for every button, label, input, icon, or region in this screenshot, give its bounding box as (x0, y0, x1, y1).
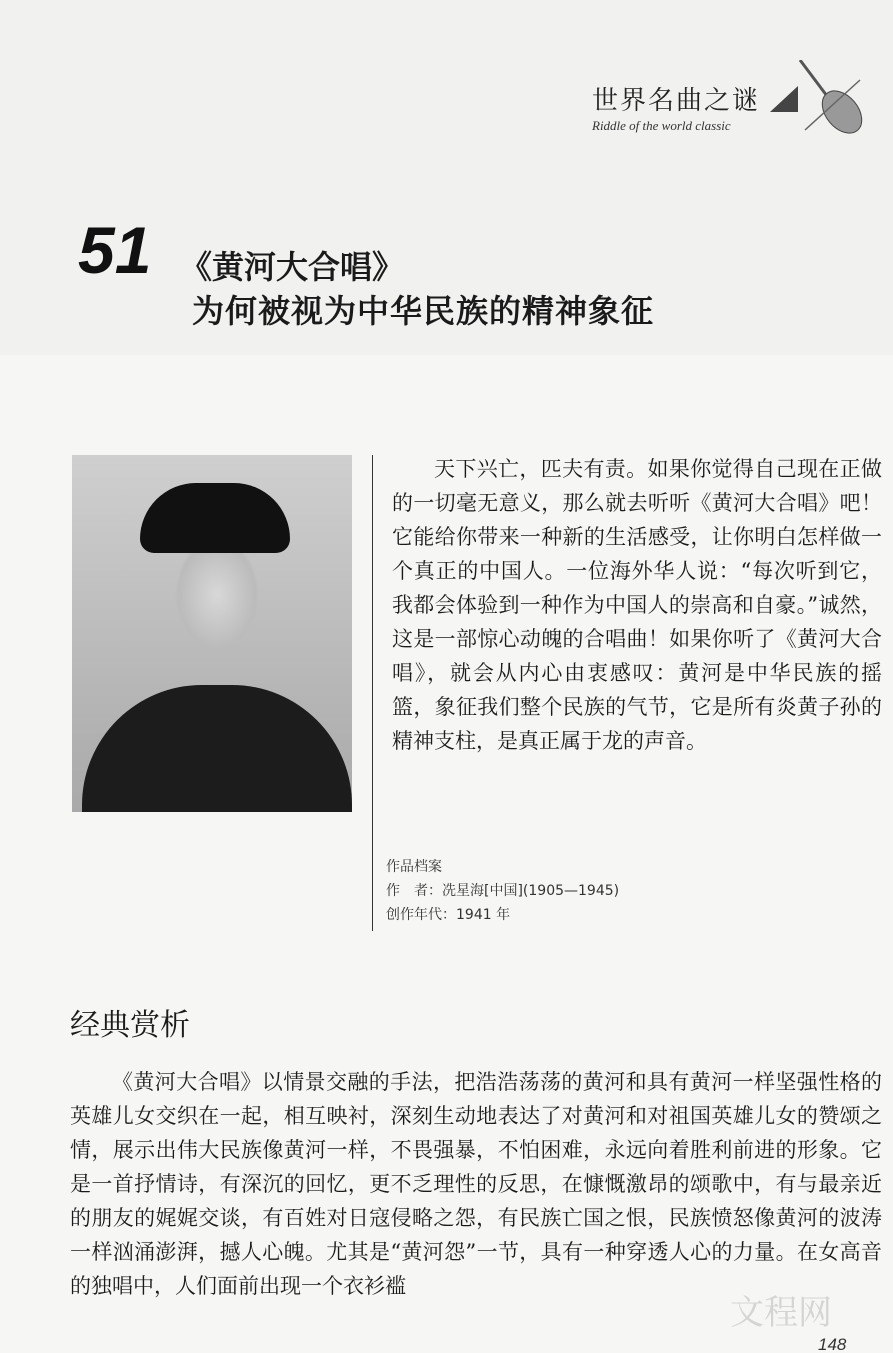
portrait-hair (140, 483, 290, 553)
archive-author: 作 者：冼星海[中国](1905—1945) (386, 883, 620, 899)
article-number: 51 (78, 213, 152, 287)
archive-year: 创作年代：1941 年 (386, 907, 511, 923)
work-archive (386, 855, 619, 927)
series-title: 世界名曲之谜 (592, 86, 761, 116)
article-title-line2: 为何被视为中华民族的精神象征 (192, 292, 655, 330)
intro-paragraph: 天下兴亡，匹夫有责。如果你觉得自己现在正做的一切毫无意义，那么就去听听《黄河大合唱》吧！它能给你带来一种新的生活感受，让你明白怎样做一个真正的中国人。一位海外华人说：“每次听到它，我都会体验到一种作为中国人的崇高和自豪。”诚然，这是一部惊心动魄的合唱曲！如果你听了《黄河大合唱》，就会从内心由衷感叹：黄河是中华民族的摇篮，象征我们整个民族的气节，它是所有炎黄子孙的精神支柱，是真正属于龙的声音。 (392, 457, 882, 753)
portrait-body (82, 685, 352, 812)
watermark-logo: 文程网 (730, 1293, 832, 1333)
archive-heading: 作品档案 (386, 859, 442, 875)
section-heading: 经典赏析 (70, 1008, 190, 1043)
page-number: 148 (818, 1335, 847, 1353)
section-paragraph: 《黄河大合唱》以情景交融的手法，把浩浩荡荡的黄河和具有黄河一样坚强性格的英雄儿女交织在一起，相互映衬，深刻生动地表达了对黄河和对祖国英雄儿女的赞颂之情，展示出伟大民族像黄河一样，不畏强暴，不怕困难，永远向着胜利前进的形象。它是一首抒情诗，有深沉的回忆，更不乏理性的反思，在慷慨激昂的颂歌中，有与最亲近的朋友的娓娓交谈，有百姓对日寇侵略之怨，有民族亡国之恨，民族愤怒像黄河的波涛一样汹涌澎湃，撼人心魄。尤其是“黄河怨”一节，具有一种穿透人心的力量。在女高音的独唱中，人们面前出现一个衣衫褴 (70, 1070, 882, 1298)
article-title-line1: 《黄河大合唱》 (180, 248, 405, 286)
composer-portrait (72, 455, 352, 812)
violin-icon (790, 60, 870, 140)
series-subtitle: Riddle of the world classic (592, 118, 731, 133)
divider (372, 455, 373, 931)
